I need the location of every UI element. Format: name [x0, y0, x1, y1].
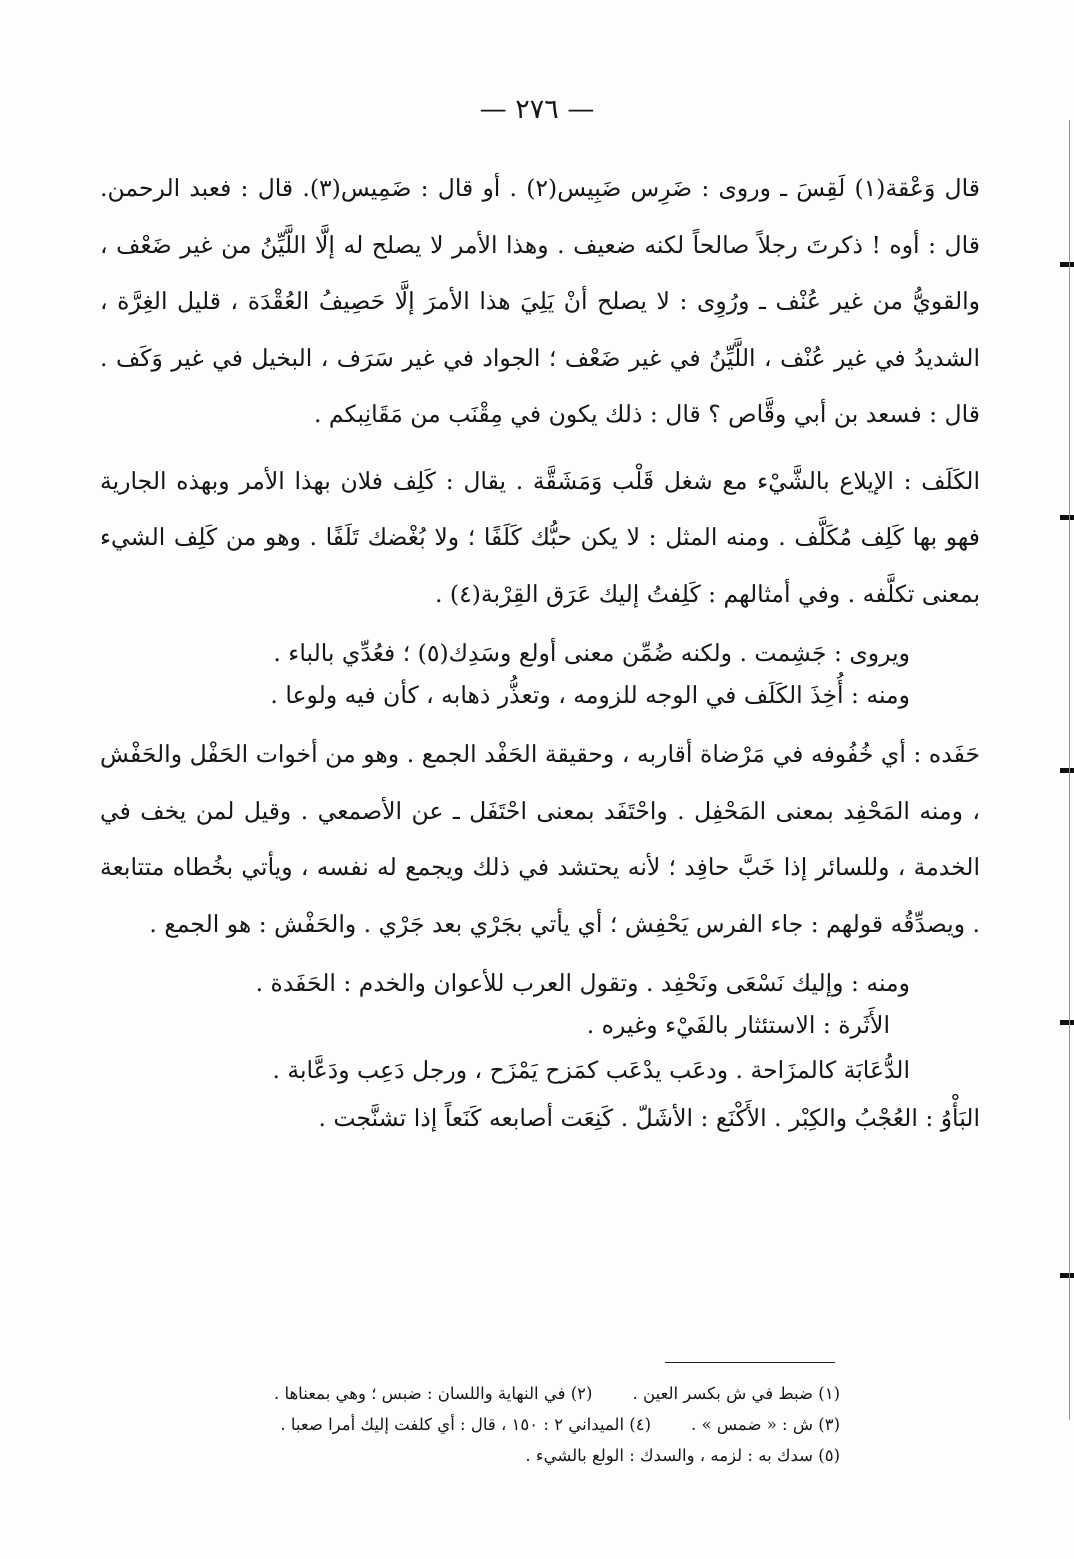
paragraph-1: قال وَعْقة(١) لَقِسَ ـ وروى : ضَرِس ضَبِيس(٢) . أو قال : ضَمِيس(٣). قال : فعبد الرحمن. قال : أوه ! ذكرتَ رجلاً صالحاً لكنه ضعيف . وهذا الأمر لا يصلح له إلَّا اللَّيِّنُ من غير ضَعْف ، والقويُّ من غير عُنْف ـ ورُوِى : لا يصلح أنْ يَلِيَ هذا الأمرَ إلَّا حَصِيفُ العُقْدَة ، قليل الغِرَّة ، الشديدُ في غير عُنْف ، اللَّيِّنُ في غير ضَعْف ؛ الجواد في غير سَرَف ، البخيل في غير وَكَف . قال : فسعد بن أبي وقَّاص ؟ قال : ذلك يكون في مِقْنَب من مَقَانِبكم .: [100, 174, 980, 428]
paragraph-6: ومنه : وإليك نَسْعَى ونَحْفِد . وتقول العرب للأعوان والخدم : الحَفَدة .: [255, 969, 910, 997]
footnote-3: (٣) ش : « ضمس » .: [691, 1415, 840, 1434]
footnote-divider: [665, 1362, 835, 1363]
scan-margin-mark: [1060, 262, 1074, 267]
scan-margin-mark: [1060, 515, 1074, 520]
scan-edge-line: [1069, 120, 1070, 1420]
footnote-row: [140, 1409, 840, 1440]
paragraph-5: حَفَده : أي خُفُوفه في مَرْضاة أقاربه ، وحقيقة الحَفْد الجمع . وهو من أخوات الحَفْل والحَفْش ، ومنه المَحْفِد بمعنى المَحْفِل . واحْتَفَد بمعنى احْتَفَل ـ عن الأصمعي . وقيل لمن يخف في الخدمة ، وللسائر إذا خَبَّ حافِد ؛ لأنه يحتشد في ذلك ويجمع له نفسه ، ويأتي بخُطاه متتابعة . ويصدِّقُه قولهم : جاء الفرس يَحْفِش ؛ أي يأتي بجَرْي بعد جَرْي . والحَفْش : هو الجمع .: [100, 740, 980, 938]
paragraph-3: ويروى : جَشِمت . ولكنه ضُمِّن معنى أولع وسَدِك(٥) ؛ فعُدِّي بالباء .: [273, 639, 910, 667]
main-text: [100, 160, 980, 1142]
footnote-2: (٢) في النهاية واللسان : ضبس ؛ وهي بمعناها .: [273, 1384, 593, 1403]
footnote-5: (٥) سدك به : لزمه ، والسدك : الولع بالشيء .: [525, 1446, 840, 1465]
page-number: — ٢٧٦ —: [479, 94, 595, 125]
scan-margin-mark: [1060, 1020, 1074, 1025]
scan-margin-mark: [1060, 768, 1074, 773]
scan-margin-mark: [1060, 1273, 1074, 1278]
paragraph-9: البَأْوُ : العُجْبُ والكِبْر . الأَكْنَع : الأشَلّ . كَنِعَت أصابعه كَنَعاً إذا تشنَّجت .: [318, 1104, 980, 1132]
footnote-row: [140, 1378, 840, 1409]
footnote-1: (١) ضبط في ش بكسر العين .: [632, 1384, 840, 1403]
paragraph-7: الأَثَرة : الاستئثار بالفَيْء وغيره .: [586, 1011, 890, 1039]
paragraph-4: ومنه : أُخِذَ الكَلَف في الوجه للزومه ، وتعذُّر ذهابه ، كأن فيه ولوعا .: [270, 681, 910, 709]
footnote-4: (٤) الميداني ٢ : ١٥٠ ، قال : أي كلفت إليك أمرا صعبا .: [280, 1415, 652, 1434]
footnotes: [140, 1378, 840, 1471]
paragraph-2: الكَلَف : الإيلاع بالشَّيْء مع شغل قَلْب وَمَشَقَّة . يقال : كَلِف فلان بهذا الأمر وبهذه الجارية فهو بها كَلِف مُكَلَّف . ومنه المثل : لا يكن حبُّك كَلَفًا ؛ ولا بُغْضك تَلَفًا . وهو من كَلِف الشيء بمعنى تكلَّفه . وفي أمثالهم : كَلِفتُ إليك عَرَق القِرْبة(٤) .: [100, 466, 980, 608]
footnote-row: [140, 1440, 840, 1471]
paragraph-8: الدُّعَابَة كالمزَاحة . ودعَب يدْعَب كمَزح يَمْزَح ، ورجل دَعِب ودَعَّابة .: [272, 1056, 910, 1084]
